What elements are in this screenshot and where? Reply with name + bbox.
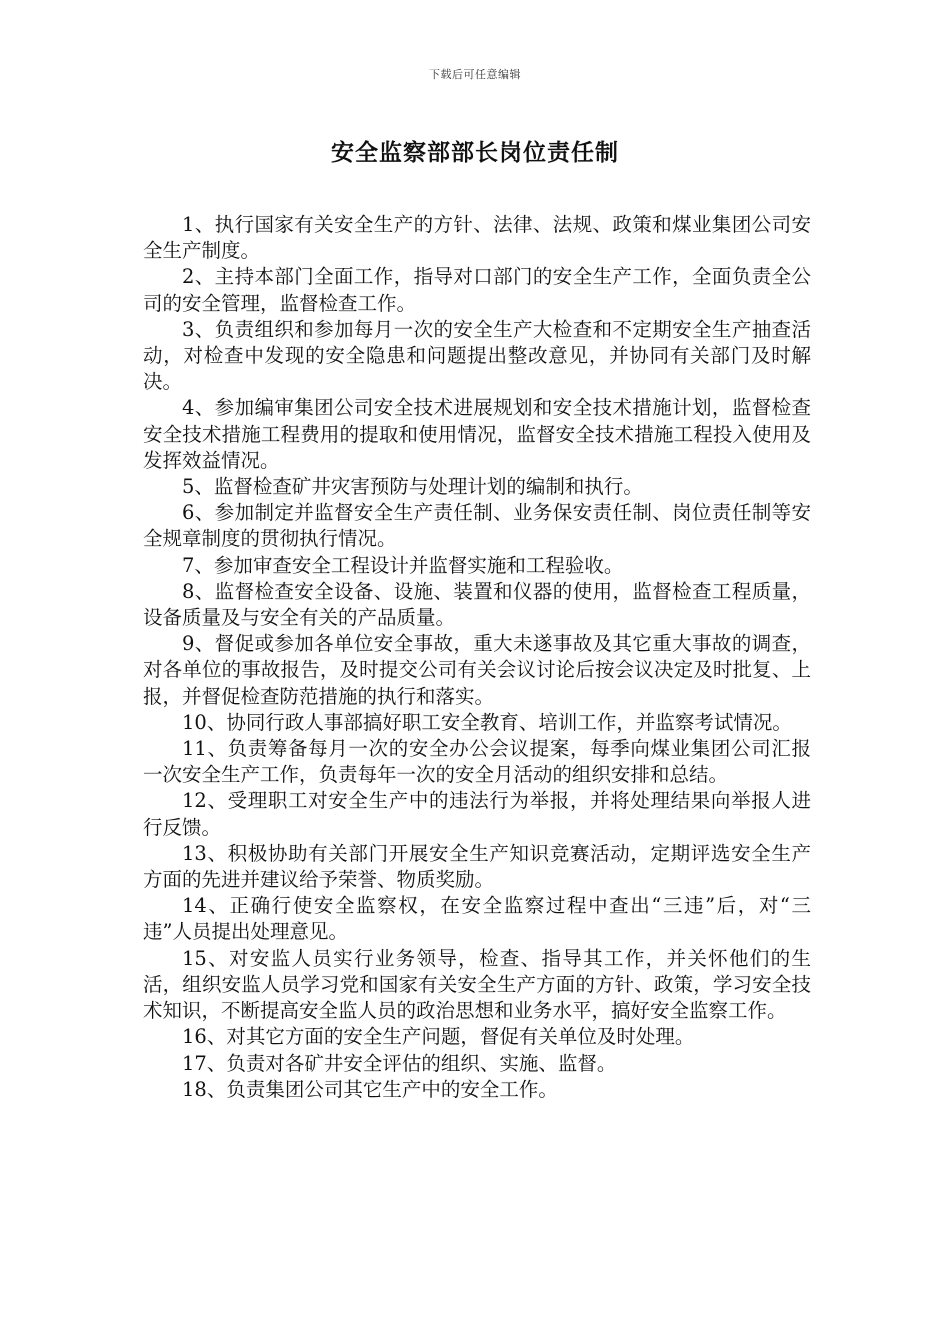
duty-item-9: 9、督促或参加各单位安全事故，重大未遂事故及其它重大事故的调查，对各单位的事故报告，及时提交公司有关会议讨论后按会议决定及时批复、上报，并督促检查防范措施的执行和落实。: [143, 632, 811, 708]
duty-item-2: 2、主持本部门全面工作，指导对口部门的安全生产工作，全面负责全公司的安全管理，监督检查工作。: [143, 265, 811, 315]
header-note: 下载后可任意编辑: [429, 68, 521, 81]
duty-item-8: 8、监督检查安全设备、设施、装置和仪器的使用，监督检查工程质量，设备质量及与安全有关的产品质量。: [143, 579, 811, 630]
duty-item-4: 4、参加编审集团公司安全技术进展规划和安全技术措施计划，监督检查安全技术措施工程费用的提取和使用情况，监督安全技术措施工程投入使用及发挥效益情况。: [143, 396, 811, 472]
duty-item-18: 18、负责集团公司其它生产中的安全工作。: [182, 1077, 558, 1101]
duty-item-3: 3、负责组织和参加每月一次的安全生产大检查和不定期安全生产抽查活动，对检查中发现的安全隐患和问题提出整改意见，并协同有关部门及时解决。: [143, 317, 811, 394]
duty-item-17: 17、负责对各矿井安全评估的组织、实施、监督。: [182, 1051, 617, 1075]
duty-item-16: 16、对其它方面的安全生产问题，督促有关单位及时处理。: [182, 1025, 695, 1049]
duty-item-6: 6、参加制定并监督安全生产责任制、业务保安责任制、岗位责任制等安全规章制度的贯彻执行情况。: [143, 501, 811, 551]
duty-item-14: 14、正确行使安全监察权，在安全监察过程中查出“三违”后，对“三违”人员提出处理意见。: [143, 894, 811, 944]
duty-item-13: 13、积极协助有关部门开展安全生产知识竞赛活动，定期评选安全生产方面的先进并建议给予荣誉、物质奖励。: [143, 841, 811, 892]
duty-item-11: 11、负责筹备每月一次的安全办公会议提案，每季向煤业集团公司汇报一次安全生产工作，负责每年一次的安全月活动的组织安排和总结。: [143, 737, 811, 787]
duty-item-15: 15、对安监人员实行业务领导，检查、指导其工作，并关怀他们的生活，组织安监人员学习党和国家有关安全生产方面的方针、政策，学习安全技术知识，不断提高安全监人员的政治思想和业务水平，搞好安全监察工作。: [143, 946, 811, 1023]
duty-item-12: 12、受理职工对安全生产中的违法行为举报，并将处理结果向举报人进行反馈。: [143, 789, 811, 839]
document-body: [143, 212, 811, 1103]
duty-item-7: 7、参加审查安全工程设计并监督实施和工程验收。: [182, 553, 624, 577]
document-title: 安全监察部部长岗位责任制: [331, 139, 619, 166]
duty-item-10: 10、协同行政人事部搞好职工安全教育、培训工作，并监察考试情况。: [182, 710, 792, 734]
duty-item-5: 5、监督检查矿井灾害预防与处理计划的编制和执行。: [182, 475, 643, 499]
duty-item-1: 1、执行国家有关安全生产的方针、法律、法规、政策和煤业集团公司安全生产制度。: [143, 213, 811, 263]
